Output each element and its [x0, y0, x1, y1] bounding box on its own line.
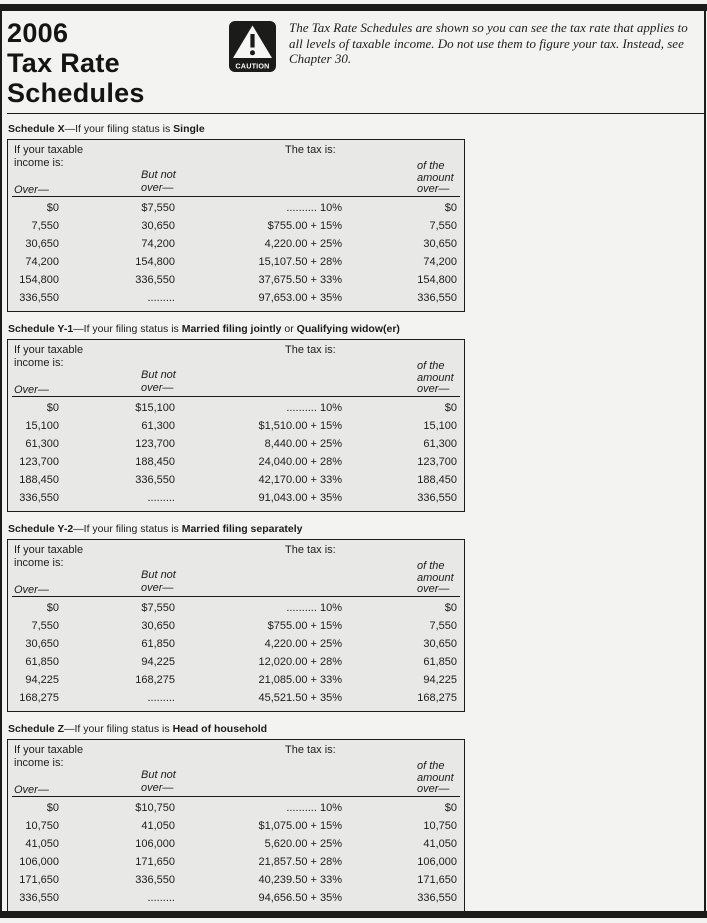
- table-cell: 24,040.00 + 28%: [258, 456, 342, 468]
- filing-status: Head of household: [172, 723, 268, 735]
- table-cell: 30,650: [25, 238, 59, 250]
- table-cell: 336,550: [19, 292, 59, 304]
- top-rule: [0, 4, 707, 11]
- header-tax-is: The tax is:: [285, 144, 336, 156]
- table-body: [8, 797, 464, 911]
- tax-table: [7, 139, 465, 312]
- table-cell: 336,550: [135, 874, 175, 886]
- table-cell: .......... 10%: [286, 402, 342, 414]
- table-cell: 41,050: [141, 820, 175, 832]
- tax-table: [7, 739, 465, 912]
- table-cell: 41,050: [423, 838, 457, 850]
- table-cell: 30,650: [141, 620, 175, 632]
- header-but-not-over: But not over—: [141, 769, 176, 794]
- table-cell: 30,650: [25, 638, 59, 650]
- table-cell: $0: [444, 602, 457, 614]
- table-cell: 336,550: [135, 474, 175, 486]
- table-row: [8, 799, 464, 817]
- table-row: [8, 217, 464, 235]
- header-taxable-income: If your taxable income is:: [14, 144, 84, 169]
- table-cell: 15,100: [25, 420, 59, 432]
- masthead-divider: [7, 113, 704, 114]
- table-header: [8, 540, 464, 597]
- table-cell: $0: [444, 202, 457, 214]
- header-but-not-over: But not over—: [141, 169, 176, 194]
- table-cell: 41,050: [25, 838, 59, 850]
- table-cell: .......... 10%: [286, 802, 342, 814]
- table-cell: 106,000: [19, 856, 59, 868]
- table-cell: 10,750: [25, 820, 59, 832]
- table-cell: 123,700: [19, 456, 59, 468]
- table-cell: 94,225: [423, 674, 457, 686]
- table-row: [8, 671, 464, 689]
- table-cell: $7,550: [141, 202, 175, 214]
- header-of-amount-over: of the amount over—: [417, 160, 454, 195]
- header-of-amount-over: of the amount over—: [417, 360, 454, 395]
- filing-status: Married filing separately: [181, 523, 303, 535]
- table-row: [8, 453, 464, 471]
- header-underline: [12, 396, 460, 397]
- title-line2: Tax Rate: [7, 48, 120, 78]
- table-cell: 336,550: [417, 492, 457, 504]
- header-of-amount-over: of the amount over—: [417, 760, 454, 795]
- table-cell: .........: [147, 492, 175, 504]
- table-cell: 61,850: [25, 656, 59, 668]
- table-cell: 94,225: [25, 674, 59, 686]
- table-cell: 10,750: [423, 820, 457, 832]
- table-row: [8, 635, 464, 653]
- table-header: [8, 140, 464, 197]
- table-row: [8, 289, 464, 307]
- filing-status-2: Qualifying widow(er): [296, 323, 400, 335]
- table-cell: 4,220.00 + 25%: [264, 638, 342, 650]
- table-header: [8, 340, 464, 397]
- table-row: [8, 471, 464, 489]
- table-cell: 168,275: [135, 674, 175, 686]
- table-cell: $7,550: [141, 602, 175, 614]
- table-cell: .........: [147, 692, 175, 704]
- table-cell: $1,075.00 + 15%: [258, 820, 342, 832]
- table-cell: 188,450: [19, 474, 59, 486]
- table-cell: $10,750: [135, 802, 175, 814]
- header-tax-is: The tax is:: [285, 344, 336, 356]
- table-row: [8, 617, 464, 635]
- table-cell: 15,107.50 + 28%: [258, 256, 342, 268]
- table-cell: .........: [147, 292, 175, 304]
- schedule-y2-heading: [8, 523, 704, 535]
- table-cell: 15,100: [423, 420, 457, 432]
- table-cell: .........: [147, 892, 175, 904]
- table-cell: 188,450: [417, 474, 457, 486]
- table-cell: $755.00 + 15%: [267, 220, 342, 232]
- table-cell: 8,440.00 + 25%: [264, 438, 342, 450]
- header-underline: [12, 596, 460, 597]
- page-title: [7, 18, 229, 108]
- table-cell: 4,220.00 + 25%: [264, 238, 342, 250]
- header-over: Over—: [14, 184, 49, 196]
- schedule-name: Schedule X: [8, 123, 65, 135]
- table-body: [8, 597, 464, 711]
- table-cell: 168,275: [19, 692, 59, 704]
- table-cell: 106,000: [417, 856, 457, 868]
- table-cell: 21,085.00 + 33%: [258, 674, 342, 686]
- table-cell: 336,550: [417, 892, 457, 904]
- table-cell: 7,550: [429, 620, 457, 632]
- heading-mid-text: —If your filing status is: [64, 123, 174, 135]
- table-cell: 30,650: [423, 638, 457, 650]
- table-cell: 154,800: [19, 274, 59, 286]
- schedule-x-heading: [8, 123, 704, 135]
- table-cell: 12,020.00 + 28%: [258, 656, 342, 668]
- header-but-not-over: But not over—: [141, 369, 176, 394]
- table-row: [8, 489, 464, 507]
- schedule-name: Schedule Z: [8, 723, 65, 735]
- filing-status: Married filing jointly: [181, 323, 282, 335]
- table-cell: 7,550: [31, 220, 59, 232]
- table-cell: 154,800: [417, 274, 457, 286]
- table-row: [8, 889, 464, 907]
- header-of-amount-over: of the amount over—: [417, 560, 454, 595]
- caution-icon-svg: [229, 21, 276, 72]
- heading-mid-text: —If your filing status is: [73, 323, 182, 335]
- table-cell: 94,225: [141, 656, 175, 668]
- header-but-not-over: But not over—: [141, 569, 176, 594]
- table-body: [8, 397, 464, 511]
- table-cell: $0: [444, 802, 457, 814]
- schedule-y1: [7, 323, 704, 512]
- table-row: [8, 435, 464, 453]
- heading-join-text: or: [281, 323, 297, 335]
- table-cell: 74,200: [141, 238, 175, 250]
- table-row: [8, 871, 464, 889]
- table-cell: $755.00 + 15%: [267, 620, 342, 632]
- table-cell: 94,656.50 + 35%: [258, 892, 342, 904]
- table-cell: $0: [46, 202, 59, 214]
- table-body: [8, 197, 464, 311]
- table-row: [8, 653, 464, 671]
- schedule-name: Schedule Y-2: [8, 523, 74, 535]
- table-cell: 45,521.50 + 35%: [258, 692, 342, 704]
- table-row: [8, 235, 464, 253]
- table-cell: $0: [46, 602, 59, 614]
- table-row: [8, 689, 464, 707]
- table-cell: $0: [46, 802, 59, 814]
- masthead: [7, 18, 704, 108]
- schedule-y1-heading: [8, 323, 704, 335]
- page-content: [2, 11, 704, 911]
- table-cell: 7,550: [429, 220, 457, 232]
- title-year: 2006: [7, 18, 69, 48]
- table-row: [8, 835, 464, 853]
- table-cell: 336,550: [19, 892, 59, 904]
- table-cell: 106,000: [135, 838, 175, 850]
- table-cell: 61,300: [141, 420, 175, 432]
- table-cell: 336,550: [135, 274, 175, 286]
- tax-table: [7, 539, 465, 712]
- table-cell: 154,800: [135, 256, 175, 268]
- table-cell: 171,650: [417, 874, 457, 886]
- table-cell: 97,653.00 + 35%: [258, 292, 342, 304]
- table-cell: 61,850: [423, 656, 457, 668]
- table-row: [8, 253, 464, 271]
- table-cell: .......... 10%: [286, 202, 342, 214]
- bottom-rule: [0, 911, 707, 918]
- header-underline: [12, 796, 460, 797]
- table-cell: 37,675.50 + 33%: [258, 274, 342, 286]
- header-over: Over—: [14, 584, 49, 596]
- table-cell: $0: [46, 402, 59, 414]
- header-tax-is: The tax is:: [285, 744, 336, 756]
- table-cell: 30,650: [423, 238, 457, 250]
- table-cell: 5,620.00 + 25%: [264, 838, 342, 850]
- table-cell: 171,650: [19, 874, 59, 886]
- table-cell: 74,200: [423, 256, 457, 268]
- heading-mid-text: —If your filing status is: [73, 523, 182, 535]
- right-border: [704, 4, 706, 917]
- table-cell: .......... 10%: [286, 602, 342, 614]
- table-cell: $15,100: [135, 402, 175, 414]
- table-cell: 61,300: [423, 438, 457, 450]
- table-cell: 42,170.00 + 33%: [258, 474, 342, 486]
- table-cell: 21,857.50 + 28%: [258, 856, 342, 868]
- table-header: [8, 740, 464, 797]
- table-cell: 91,043.00 + 35%: [258, 492, 342, 504]
- table-cell: 40,239.50 + 33%: [258, 874, 342, 886]
- header-over: Over—: [14, 784, 49, 796]
- table-cell: 61,850: [141, 638, 175, 650]
- table-cell: 61,300: [25, 438, 59, 450]
- schedule-z-heading: [8, 723, 704, 735]
- header-tax-is: The tax is:: [285, 544, 336, 556]
- table-cell: 336,550: [19, 492, 59, 504]
- table-row: [8, 817, 464, 835]
- table-cell: 74,200: [25, 256, 59, 268]
- schedule-name: Schedule Y-1: [8, 323, 74, 335]
- title-line3: Schedules: [7, 78, 145, 108]
- filing-status: Single: [173, 123, 205, 135]
- table-cell: 188,450: [135, 456, 175, 468]
- table-row: [8, 271, 464, 289]
- table-row: [8, 399, 464, 417]
- table-row: [8, 599, 464, 617]
- table-cell: 336,550: [417, 292, 457, 304]
- caution-icon: [229, 21, 276, 77]
- schedule-y2: [7, 523, 704, 712]
- header-taxable-income: If your taxable income is:: [14, 544, 84, 569]
- caution-note: The Tax Rate Schedules are shown so you can see the tax rate that applies to all levels of taxable income. Do not use them to figure your tax. Instead, see Chapter 30.: [289, 20, 688, 66]
- header-taxable-income: If your taxable income is:: [14, 344, 84, 369]
- table-row: [8, 417, 464, 435]
- table-cell: 123,700: [135, 438, 175, 450]
- table-cell: 7,550: [31, 620, 59, 632]
- table-cell: $0: [444, 402, 457, 414]
- heading-mid-text: —If your filing status is: [64, 723, 173, 735]
- schedule-z: [7, 723, 704, 912]
- table-cell: $1,510.00 + 15%: [258, 420, 342, 432]
- table-cell: 171,650: [135, 856, 175, 868]
- table-row: [8, 853, 464, 871]
- caution-label: CAUTION: [235, 61, 270, 71]
- tax-table: [7, 339, 465, 512]
- table-cell: 30,650: [141, 220, 175, 232]
- header-taxable-income: If your taxable income is:: [14, 744, 84, 769]
- table-cell: 123,700: [417, 456, 457, 468]
- table-cell: 168,275: [417, 692, 457, 704]
- header-over: Over—: [14, 384, 49, 396]
- schedule-x: [7, 123, 704, 312]
- table-row: [8, 199, 464, 217]
- header-underline: [12, 196, 460, 197]
